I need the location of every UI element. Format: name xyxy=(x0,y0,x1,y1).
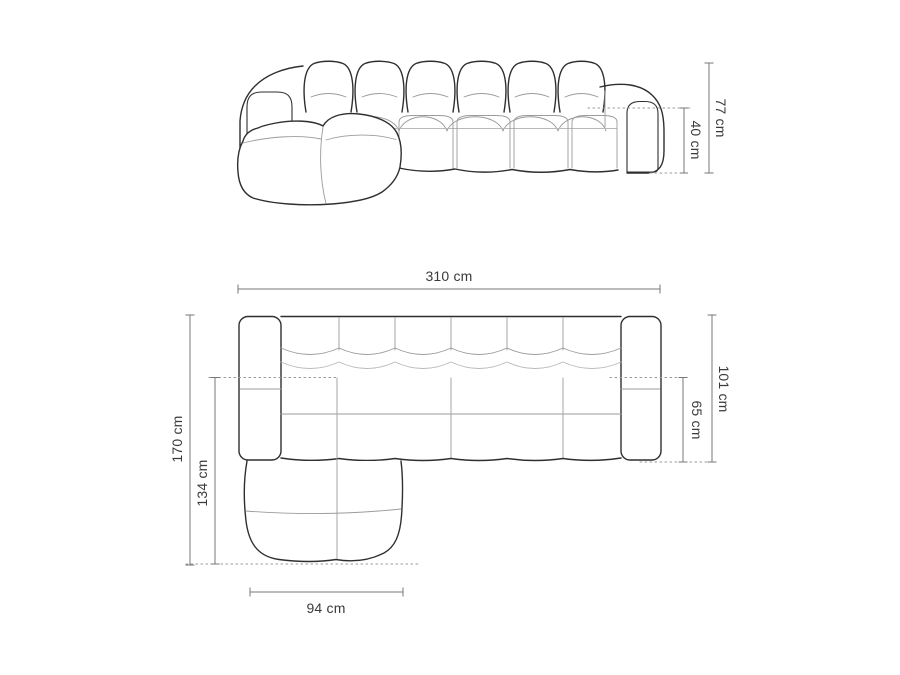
dim-label-total-depth: 170 cm xyxy=(169,415,185,463)
dim-line-seat-depth xyxy=(679,378,688,463)
plan-seat-seams xyxy=(281,378,621,458)
dim-label-chaise-depth: 134 cm xyxy=(194,459,210,507)
dim-line-chaise-width xyxy=(250,588,403,597)
dim-label-total-width: 310 cm xyxy=(425,268,473,284)
dim-line-chaise-depth xyxy=(211,378,220,565)
dim-line-total-width xyxy=(238,285,660,294)
dim-label-chaise-width: 94 cm xyxy=(306,600,346,616)
front-chaise xyxy=(238,114,402,205)
front-back-cushions xyxy=(304,61,605,112)
dim-line-total-depth xyxy=(186,315,195,565)
dim-line-seat-height xyxy=(680,108,688,173)
dim-label-body-depth: 101 cm xyxy=(716,365,732,413)
plan-left-arm xyxy=(239,317,281,461)
dim-label-seat-depth: 65 cm xyxy=(689,400,705,440)
dim-label-seat-height: 40 cm xyxy=(688,120,704,160)
plan-right-arm xyxy=(621,317,661,461)
dim-label-total-height: 77 cm xyxy=(713,98,729,138)
plan-back-cushions xyxy=(281,318,621,369)
front-view-sofa-drawing xyxy=(238,61,664,205)
top-view-sofa-drawing xyxy=(239,317,661,562)
